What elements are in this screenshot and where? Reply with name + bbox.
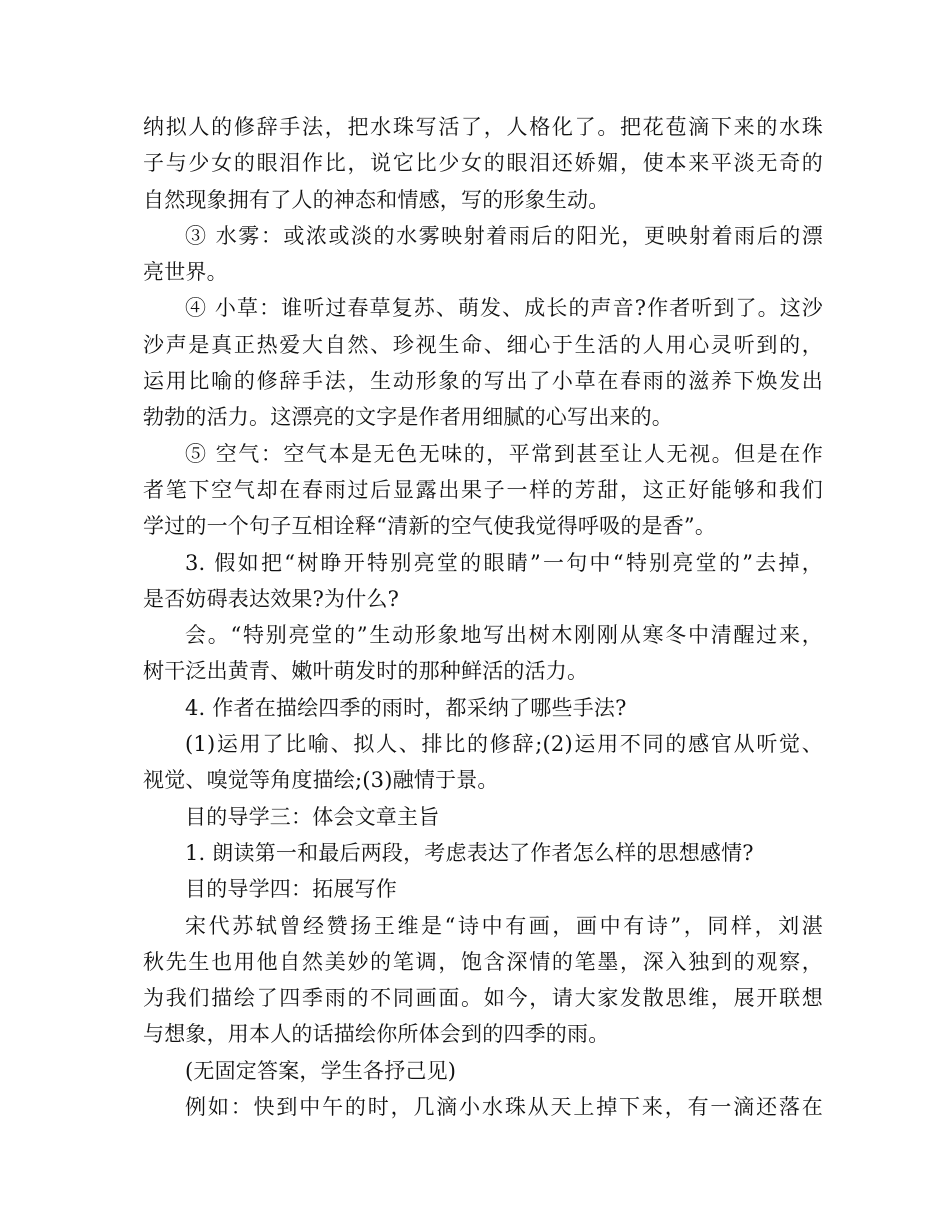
section-heading: 目的导学三：体会文章主旨 [185,804,440,829]
text-line: 为我们描绘了四季雨的不同画面。如今，请大家发散思维，展开联想 [143,986,823,1011]
document-body [143,109,823,1125]
text-line: 秋先生也用他自然美妙的笔调，饱含深情的笔墨，深入独到的观察， [143,949,823,974]
text-line: ④ 小草：谁听过春草复苏、萌发、成长的声音?作者听到了。这沙 [185,296,823,321]
text-line: (1)运用了比喻、拟人、排比的修辞;(2)运用不同的感官从听觉、 [185,732,823,757]
text-line: 3. 假如把“树睁开特别亮堂的眼睛”一句中“特别亮堂的”去掉， [185,550,823,575]
text-line: 自然现象拥有了人的神态和情感，写的形象生动。 [143,187,610,212]
text-line: 4. 作者在描绘四季的雨时，都采纳了哪些手法? [185,695,627,720]
text-line: 1. 朗读第一和最后两段，考虑表达了作者怎么样的思想感情? [185,840,754,865]
section-heading: 目的导学四：拓展写作 [185,877,397,902]
text-line: 学过的一个句子互相诠释“清新的空气使我觉得呼吸的是香”。 [143,514,717,539]
text-line: 勃勃的活力。这漂亮的文字是作者用细腻的心写出来的。 [143,405,673,430]
text-line: 运用比喻的修辞手法，生动形象的写出了小草在春雨的滋养下焕发出 [143,369,823,394]
text-line: 亮世界。 [143,260,228,285]
text-line: 沙声是真正热爱大自然、珍视生命、细心于生活的人用心灵听到的， [143,332,823,357]
text-line: (无固定答案，学生各抒己见) [185,1058,457,1083]
text-line: 宋代苏轼曾经赞扬王维是“诗中有画，画中有诗”，同样，刘湛 [185,913,823,938]
text-line: 是否妨碍表达效果?为什么? [143,586,400,611]
text-line: 者笔下空气却在春雨过后显露出果子一样的芳甜，这正好能够和我们 [143,477,823,502]
text-line: 子与少女的眼泪作比，说它比少女的眼泪还娇媚，使本来平淡无奇的 [143,151,823,176]
text-line: 纳拟人的修辞手法，把水珠写活了，人格化了。把花苞滴下来的水珠 [143,115,823,139]
text-line: ⑤ 空气：空气本是无色无味的，平常到甚至让人无视。但是在作 [185,441,823,466]
text-line: ③ 水雾：或浓或淡的水雾映射着雨后的阳光，更映射着雨后的漂 [185,223,823,248]
text-line: 与想象，用本人的话描绘你所体会到的四季的雨。 [143,1022,610,1047]
text-line: 视觉、嗅觉等角度描绘;(3)融情于景。 [143,768,499,793]
text-line: 会。“特别亮堂的”生动形象地写出树木刚刚从寒冬中清醒过来， [185,623,823,648]
text-line: 树干泛出黄青、嫩叶萌发时的那种鲜活的活力。 [143,659,589,684]
text-line: 例如：快到中午的时，几滴小水珠从天上掉下来，有一滴还落在 [185,1095,823,1120]
